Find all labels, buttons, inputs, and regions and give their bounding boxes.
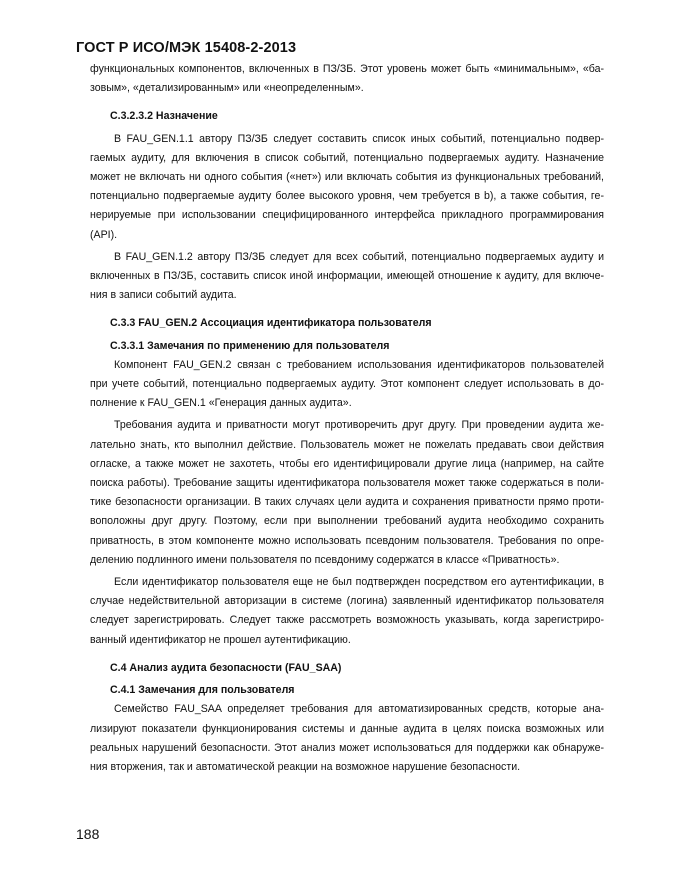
- paragraph: Семейство FAU_SAA определяет требования для автоматизированных средств, которые анализируют показатели функционирования системы и данные аудита в целях поиска возможных или реальных нарушений безопасности. Этот анализ может использоваться для поддержки как обнаружения вторжения, так и автоматической реакции на возможное нарушение безопасности.: [90, 703, 604, 773]
- section-heading: C.3.2.3.2 Назначение: [110, 110, 218, 123]
- paragraph: Требования аудита и приватности могут противоречить друг другу. При проведении аудита желательно знать, кто выполнил действие. Пользователь может не пожелать предавать свои действия огласке, а также может не захотеть, чтобы его идентифицировали другие лица (например, на сайте поиска работы). Требование защиты идентификатора пользователя может также содержаться в политике безопасности организации. В таких случаях цели аудита и сохранения приватности прямо противоположны друг другу. Поэтому, если при выполнении требований аудита необходимо сохранить приватность, в этом компоненте можно использовать псевдоним пользователя. Требования по определению подлинного имени пользователя по псевдониму содержатся в классе «Приватность».: [90, 419, 604, 566]
- paragraph: Компонент FAU_GEN.2 связан с требованием использования идентификаторов пользователей при учете событий, потенциально подвергаемых аудиту. Этот компонент следует использовать в дополнение к FAU_GEN.1 «Генерация данных аудита».: [90, 358, 604, 410]
- section-heading: C.3.3 FAU_GEN.2 Ассоциация идентификатора пользователя: [110, 317, 432, 330]
- paragraph: В FAU_GEN.1.2 автору ПЗ/ЗБ следует для всех событий, потенциально подвергаемых аудиту и включенных в ПЗ/ЗБ, составить список иной информации, имеющей отношение к аудиту, для включения в записи событий аудита.: [90, 250, 604, 302]
- section-heading: C.4.1 Замечания для пользователя: [110, 684, 295, 697]
- paragraph: функциональных компонентов, включенных в ПЗ/ЗБ. Этот уровень может быть «минимальным», «базовым», «детализированным» или «неопределенным».: [90, 63, 604, 95]
- section-heading: C.4 Анализ аудита безопасности (FAU_SAA): [110, 661, 342, 674]
- page-number: 188: [76, 826, 100, 842]
- paragraph: Если идентификатор пользователя еще не был подтвержден посредством его аутентификации, в случае недействительной авторизации в системе (логина) заявленный идентификатор пользователя следует зарегистрировать. Следует также рассмотреть возможность указывать, когда зарегистрированный идентификатор не прошел аутентификацию.: [90, 576, 604, 646]
- document-body: [90, 60, 604, 777]
- section-heading: C.3.3.1 Замечания по применению для пользователя: [110, 339, 390, 352]
- spacer: [90, 305, 604, 314]
- paragraph: В FAU_GEN.1.1 автору ПЗ/ЗБ следует составить список иных событий, потенциально подвергаемых аудиту, для включения в список событий, потенциально подвергаемых аудиту. Назначение может не включать ни одного события («нет») или включать события из функциональных требований, потенциально подвергаемые аудиту более высокого уровня, чем требуется в b), а также события, генерируемые при использовании специфицированного интерфейса прикладного программирования (API).: [90, 132, 604, 241]
- spacer: [90, 650, 604, 659]
- spacer: [90, 98, 604, 107]
- standard-header: ГОСТ Р ИСО/МЭК 15408-2-2013: [76, 40, 297, 56]
